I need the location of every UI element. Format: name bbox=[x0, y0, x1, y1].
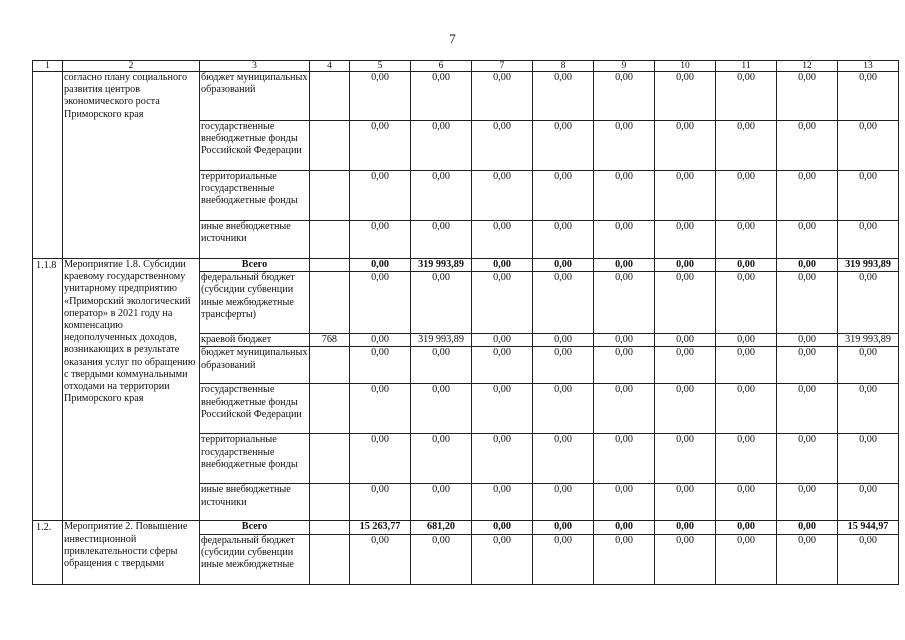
value-cell: 0,00 bbox=[594, 334, 655, 347]
value-cell: 0,00 bbox=[350, 384, 411, 434]
value-cell: 0,00 bbox=[655, 171, 716, 221]
value-cell: 0,00 bbox=[716, 347, 777, 384]
row-number-cell: 1.2. bbox=[33, 521, 63, 584]
value-cell: 0,00 bbox=[411, 272, 472, 334]
funding-source: Всего bbox=[200, 259, 310, 272]
value-cell: 0,00 bbox=[716, 272, 777, 334]
value-cell: 0,00 bbox=[655, 484, 716, 521]
funding-source: государственные внебюджетные фонды Российской Федерации bbox=[200, 384, 310, 434]
table-row bbox=[33, 72, 899, 121]
value-cell: 0,00 bbox=[350, 434, 411, 484]
value-cell: 0,00 bbox=[655, 272, 716, 334]
value-cell: 0,00 bbox=[533, 347, 594, 384]
value-cell: 319 993,89 bbox=[411, 334, 472, 347]
value-cell: 0,00 bbox=[594, 272, 655, 334]
value-cell: 0,00 bbox=[350, 72, 411, 121]
funding-source: федеральный бюджет (субсидии субвенции иные межбюджетные трансферты) bbox=[200, 272, 310, 334]
value-cell: 0,00 bbox=[777, 72, 838, 121]
value-cell: 0,00 bbox=[655, 221, 716, 259]
value-cell: 0,00 bbox=[533, 72, 594, 121]
value-cell: 0,00 bbox=[533, 534, 594, 584]
funding-source: бюджет муниципальных образований bbox=[200, 72, 310, 121]
value-cell: 0,00 bbox=[777, 521, 838, 534]
col-header: 2 bbox=[63, 61, 200, 72]
value-cell: 0,00 bbox=[716, 521, 777, 534]
value-cell: 0,00 bbox=[594, 347, 655, 384]
value-cell: 0,00 bbox=[533, 259, 594, 272]
value-cell: 319 993,89 bbox=[411, 259, 472, 272]
value-cell: 0,00 bbox=[838, 484, 899, 521]
measure-name: согласно плану социального развития центров экономического роста Приморского края bbox=[63, 72, 200, 259]
value-cell: 0,00 bbox=[350, 171, 411, 221]
code-cell bbox=[310, 171, 350, 221]
row-number-cell bbox=[33, 72, 63, 259]
value-cell: 0,00 bbox=[655, 521, 716, 534]
value-cell: 0,00 bbox=[533, 484, 594, 521]
value-cell: 0,00 bbox=[472, 534, 533, 584]
value-cell: 0,00 bbox=[716, 259, 777, 272]
value-cell: 0,00 bbox=[838, 272, 899, 334]
value-cell: 15 944,97 bbox=[838, 521, 899, 534]
value-cell: 0,00 bbox=[716, 434, 777, 484]
funding-source: территориальные государственные внебюджетные фонды bbox=[200, 434, 310, 484]
value-cell: 0,00 bbox=[655, 72, 716, 121]
funding-source: федеральный бюджет (субсидии субвенции иные межбюджетные bbox=[200, 534, 310, 584]
col-header: 7 bbox=[472, 61, 533, 72]
value-cell: 0,00 bbox=[533, 171, 594, 221]
value-cell: 0,00 bbox=[594, 534, 655, 584]
value-cell: 681,20 bbox=[411, 521, 472, 534]
value-cell: 0,00 bbox=[533, 221, 594, 259]
value-cell: 0,00 bbox=[350, 221, 411, 259]
value-cell: 0,00 bbox=[655, 347, 716, 384]
value-cell: 0,00 bbox=[594, 221, 655, 259]
measure-name: Мероприятие 2. Повышение инвестиционной привлекательности сферы обращения с твердыми bbox=[63, 521, 200, 584]
code-cell bbox=[310, 534, 350, 584]
col-header: 11 bbox=[716, 61, 777, 72]
col-header: 4 bbox=[310, 61, 350, 72]
code-cell bbox=[310, 221, 350, 259]
value-cell: 0,00 bbox=[777, 259, 838, 272]
code-cell bbox=[310, 121, 350, 171]
value-cell: 0,00 bbox=[594, 521, 655, 534]
value-cell: 0,00 bbox=[777, 484, 838, 521]
value-cell: 0,00 bbox=[411, 121, 472, 171]
value-cell: 0,00 bbox=[411, 484, 472, 521]
value-cell: 0,00 bbox=[777, 171, 838, 221]
value-cell: 319 993,89 bbox=[838, 334, 899, 347]
value-cell: 0,00 bbox=[533, 272, 594, 334]
value-cell: 0,00 bbox=[350, 272, 411, 334]
value-cell: 0,00 bbox=[472, 121, 533, 171]
value-cell: 0,00 bbox=[777, 347, 838, 384]
table-row bbox=[33, 521, 899, 534]
value-cell: 0,00 bbox=[716, 221, 777, 259]
value-cell: 0,00 bbox=[838, 347, 899, 384]
value-cell: 0,00 bbox=[838, 534, 899, 584]
value-cell: 0,00 bbox=[838, 171, 899, 221]
code-cell bbox=[310, 259, 350, 272]
row-number-cell: 1.1.8 bbox=[33, 259, 63, 521]
value-cell: 0,00 bbox=[411, 434, 472, 484]
funding-source: государственные внебюджетные фонды Российской Федерации bbox=[200, 121, 310, 171]
value-cell: 0,00 bbox=[472, 334, 533, 347]
value-cell: 0,00 bbox=[350, 484, 411, 521]
value-cell: 0,00 bbox=[655, 334, 716, 347]
code-cell bbox=[310, 521, 350, 534]
value-cell: 0,00 bbox=[411, 72, 472, 121]
value-cell: 0,00 bbox=[472, 521, 533, 534]
value-cell: 0,00 bbox=[411, 384, 472, 434]
table-row bbox=[33, 259, 899, 272]
value-cell: 0,00 bbox=[777, 121, 838, 171]
value-cell: 0,00 bbox=[472, 72, 533, 121]
value-cell: 0,00 bbox=[655, 434, 716, 484]
value-cell: 0,00 bbox=[350, 334, 411, 347]
value-cell: 319 993,89 bbox=[838, 259, 899, 272]
code-cell bbox=[310, 272, 350, 334]
value-cell: 0,00 bbox=[655, 259, 716, 272]
code-cell bbox=[310, 384, 350, 434]
col-header: 6 bbox=[411, 61, 472, 72]
col-header: 5 bbox=[350, 61, 411, 72]
code-cell bbox=[310, 484, 350, 521]
value-cell: 0,00 bbox=[472, 221, 533, 259]
value-cell: 0,00 bbox=[716, 484, 777, 521]
value-cell: 0,00 bbox=[716, 384, 777, 434]
value-cell: 0,00 bbox=[777, 534, 838, 584]
col-header: 13 bbox=[838, 61, 899, 72]
value-cell: 0,00 bbox=[472, 171, 533, 221]
value-cell: 0,00 bbox=[716, 171, 777, 221]
col-header: 3 bbox=[200, 61, 310, 72]
value-cell: 0,00 bbox=[594, 484, 655, 521]
col-header: 8 bbox=[533, 61, 594, 72]
code-cell: 768 bbox=[310, 334, 350, 347]
col-header: 10 bbox=[655, 61, 716, 72]
funding-source: территориальные государственные внебюджетные фонды bbox=[200, 171, 310, 221]
value-cell: 0,00 bbox=[533, 521, 594, 534]
value-cell: 0,00 bbox=[533, 334, 594, 347]
value-cell: 0,00 bbox=[533, 434, 594, 484]
measure-name: Мероприятие 1.8. Субсидии краевому государственному унитарному предприятию «Приморский экологический оператор» в 2021 году на компенсацию недополученных доходов, возникающих в результате оказания услуг по обращению с твердыми коммунальными отходами на территории Приморского края bbox=[63, 259, 200, 521]
value-cell: 0,00 bbox=[777, 384, 838, 434]
column-number-row bbox=[33, 61, 899, 72]
value-cell: 0,00 bbox=[472, 347, 533, 384]
value-cell: 0,00 bbox=[777, 434, 838, 484]
code-cell bbox=[310, 347, 350, 384]
value-cell: 0,00 bbox=[594, 72, 655, 121]
value-cell: 0,00 bbox=[472, 259, 533, 272]
code-cell bbox=[310, 72, 350, 121]
funding-source: Всего bbox=[200, 521, 310, 534]
value-cell: 0,00 bbox=[655, 384, 716, 434]
value-cell: 0,00 bbox=[350, 347, 411, 384]
code-cell bbox=[310, 434, 350, 484]
value-cell: 0,00 bbox=[777, 272, 838, 334]
value-cell: 0,00 bbox=[655, 534, 716, 584]
value-cell: 0,00 bbox=[777, 334, 838, 347]
page-number: 7 bbox=[449, 31, 456, 46]
value-cell: 0,00 bbox=[777, 221, 838, 259]
value-cell: 0,00 bbox=[838, 384, 899, 434]
value-cell: 0,00 bbox=[838, 221, 899, 259]
budget-table bbox=[32, 60, 899, 585]
value-cell: 0,00 bbox=[838, 121, 899, 171]
value-cell: 15 263,77 bbox=[350, 521, 411, 534]
value-cell: 0,00 bbox=[533, 384, 594, 434]
value-cell: 0,00 bbox=[472, 272, 533, 334]
value-cell: 0,00 bbox=[838, 434, 899, 484]
value-cell: 0,00 bbox=[838, 72, 899, 121]
funding-source: краевой бюджет bbox=[200, 334, 310, 347]
value-cell: 0,00 bbox=[655, 121, 716, 171]
value-cell: 0,00 bbox=[411, 534, 472, 584]
value-cell: 0,00 bbox=[594, 384, 655, 434]
col-header: 12 bbox=[777, 61, 838, 72]
value-cell: 0,00 bbox=[472, 384, 533, 434]
value-cell: 0,00 bbox=[350, 534, 411, 584]
value-cell: 0,00 bbox=[594, 121, 655, 171]
value-cell: 0,00 bbox=[472, 434, 533, 484]
value-cell: 0,00 bbox=[716, 334, 777, 347]
value-cell: 0,00 bbox=[350, 259, 411, 272]
value-cell: 0,00 bbox=[594, 259, 655, 272]
value-cell: 0,00 bbox=[716, 72, 777, 121]
value-cell: 0,00 bbox=[716, 121, 777, 171]
value-cell: 0,00 bbox=[594, 434, 655, 484]
value-cell: 0,00 bbox=[533, 121, 594, 171]
value-cell: 0,00 bbox=[411, 221, 472, 259]
col-header: 9 bbox=[594, 61, 655, 72]
value-cell: 0,00 bbox=[594, 171, 655, 221]
funding-source: иные внебюджетные источники bbox=[200, 221, 310, 259]
value-cell: 0,00 bbox=[472, 484, 533, 521]
value-cell: 0,00 bbox=[716, 534, 777, 584]
value-cell: 0,00 bbox=[411, 347, 472, 384]
value-cell: 0,00 bbox=[350, 121, 411, 171]
col-header: 1 bbox=[33, 61, 63, 72]
funding-source: иные внебюджетные источники bbox=[200, 484, 310, 521]
value-cell: 0,00 bbox=[411, 171, 472, 221]
funding-source: бюджет муниципальных образований bbox=[200, 347, 310, 384]
